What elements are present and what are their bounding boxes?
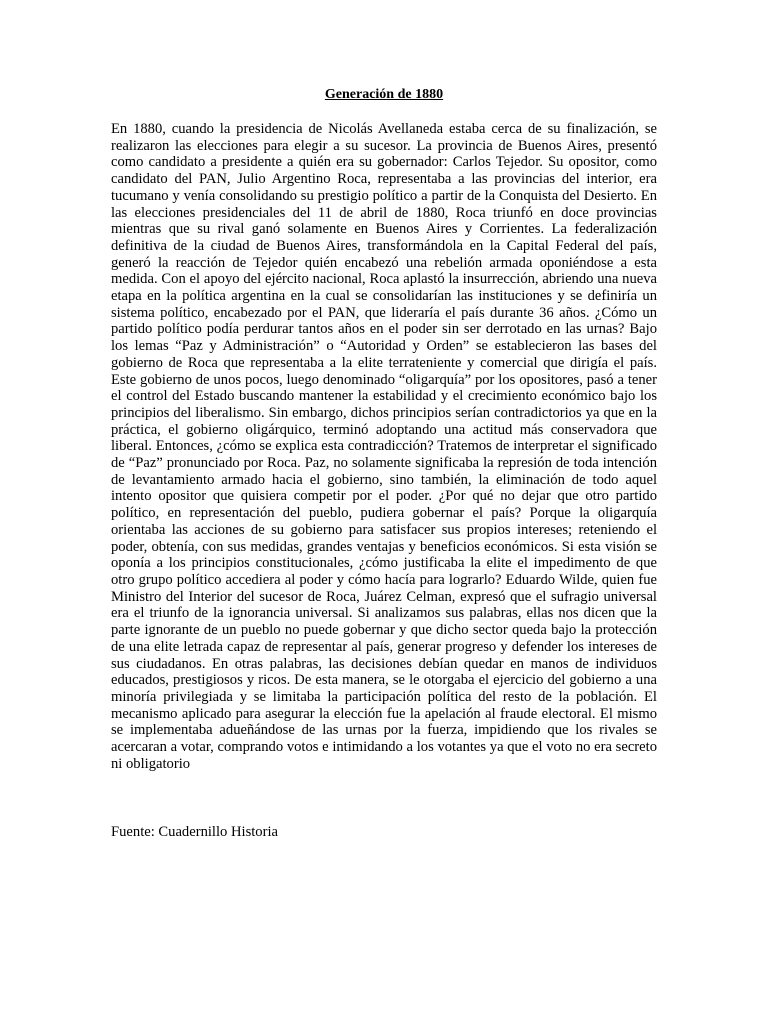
document-title: Generación de 1880 (324, 87, 444, 102)
document-source: Fuente: Cuadernillo Historia (111, 824, 278, 840)
document-body-paragraph: En 1880, cuando la presidencia de Nicolás Avellaneda estaba cerca de su finalización, se realizaron las elecciones para elegir a su sucesor. La provincia de Buenos Aires, presentó como candidato a presidente a quién era su gobernador: Carlos Tejedor. Su opositor, como candidato del PAN, Julio Argentino Roca, representaba a las provincias del interior, era tucumano y venía consolidando su prestigio político a partir de la Conquista del Desierto. En las elecciones presidenciales del 11 de abril de 1880, Roca triunfó en doce provincias mientras que su rival ganó solamente en Buenos Aires y Corrientes. La federalización definitiva de la ciudad de Buenos Aires, transformándola en la Capital Federal del país, generó la reacción de Tejedor quién encabezó una rebelión armada oponiéndose a esta medida. Con el apoyo del ejército nacional, Roca aplastó la insurrección, abriendo una nueva etapa en la política argentina en la cual se consolidarían las instituciones y se definiría un sistema político, encabezado por el PAN, que lideraría el país durante 36 años. ¿Cómo un partido político podía perdurar tantos años en el poder sin ser derrotado en las urnas? Bajo los lemas “Paz y Administración” o “Autoridad y Orden” se establecieron las bases del gobierno de Roca que representaba a la elite terrateniente y comercial que dirigía el país. Este gobierno de unos pocos, luego denominado “oligarquía” por los opositores, pasó a tener el control del Estado buscando mantener la estabilidad y el crecimiento económico bajo los principios del liberalismo. Sin embargo, dichos principios serían contradictorios ya que en la práctica, el gobierno oligárquico, terminó adoptando una actitud más conservadora que liberal. Entonces, ¿cómo se explica esta contradicción? Tratemos de interpretar el significado de “Paz” pronunciado por Roca. Paz, no solamente significaba la represión de toda intención de levantamiento armado hacia el gobierno, sino también, la eliminación de todo aquel intento opositor que quisiera competir por el poder. ¿Por qué no dejar que otro partido político, en representación del pueblo, pudiera gobernar el país? Porque la oligarquía orientaba las acciones de su gobierno para satisfacer sus propios intereses; reteniendo el poder, obtenía, con sus medidas, grandes ventajas y beneficios económicos. Si esta visión se oponía a los principios constitucionales, ¿cómo justificaba la elite el impedimento de que otro grupo político accediera al poder y cómo hacía para lograrlo? Eduardo Wilde, quien fue Ministro del Interior del sucesor de Roca, Juárez Celman, expresó que el sufragio universal era el triunfo de la ignorancia universal. Si analizamos sus palabras, ellas nos dicen que la parte ignorante de un pueblo no puede gobernar y que dicho sector queda bajo la protección de una elite letrada capaz de representar al país, generar progreso y defender los intereses de sus ciudadanos. En otras palabras, las decisiones debían quedar en manos de individuos educados, prestigiosos y ricos. De esta manera, se le otorgaba el ejercicio del gobierno a una minoría privilegiada y se limitaba la participación política del resto de la población. El mecanismo aplicado para asegurar la elección fue la apelación al fraude electoral. El mismo se implementaba adueñándose de las urnas por la fuerza, impidiendo que los rivales se acercaran a votar, comprando votos e intimidando a los votantes ya que el voto no era secreto ni obligatorio (111, 121, 657, 772)
